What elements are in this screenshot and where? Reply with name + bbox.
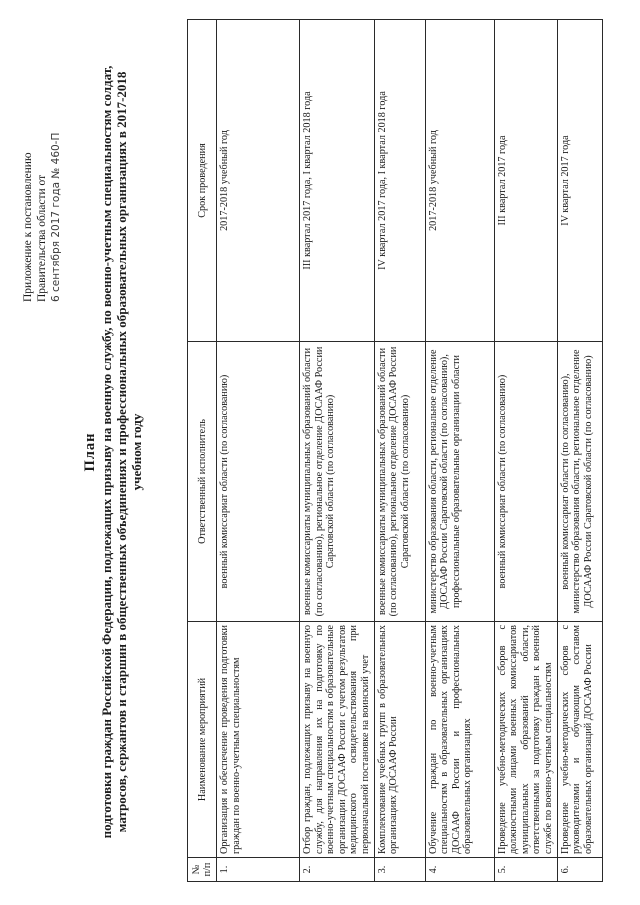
appendix-line-1: Приложение к постановлению <box>22 152 34 302</box>
row-term: IV квартал 2017 года, I квартал 2018 года <box>374 20 425 342</box>
row-name: Отбор граждан, подлежащих призыву на военную службу, для направления их на подготовку по военно-учетным специальностям в образовательные организации ДОСААФ России с учетом результатов медицинского освидетельствования при первоначальной постановке на воинский учет <box>300 622 375 858</box>
row-executor: военный комиссариат области (по согласованию) <box>217 342 300 622</box>
document-title: План <box>82 432 98 472</box>
rotated-document-page <box>15 12 625 892</box>
row-term: III квартал 2017 года <box>494 20 557 342</box>
header-executor: Ответственный исполнитель <box>188 342 217 622</box>
row-term: IV квартал 2017 года <box>557 20 602 342</box>
row-name: Обучение граждан по военно-учетным специальностям в образовательных организациях ДОСААФ России и профессиональных образовательных организациях <box>425 622 494 858</box>
document-subtitle: подготовки граждан Российской Федерации, подлежащих призыву на военную службу, по военно-учетным специальностям солдат, матросов, сержантов и старшин в общественных объединениях и профессиональных образовательных организациях в 2017-2018 учебном году <box>99 65 144 839</box>
row-num: 4. <box>425 858 494 882</box>
table-row <box>217 20 300 882</box>
row-num: 1. <box>217 858 300 882</box>
row-executor: военный комиссариат области (по согласованию), министерство образования области, региональное отделение ДОСААФ России Саратовской области (по согласованию) <box>557 342 602 622</box>
row-term: 2017-2018 учебный год <box>425 20 494 342</box>
row-executor: министерство образования области, региональное отделение ДОСААФ России Саратовской области (по согласованию), профессиональные образовательные организации области <box>425 342 494 622</box>
row-executor: военный комиссариат области (по согласованию) <box>494 342 557 622</box>
row-num: 2. <box>300 858 375 882</box>
row-executor: военные комиссариаты муниципальных образований области (по согласованию), региональное отделение ДОСААФ России Саратовской области (по согласованию) <box>300 342 375 622</box>
table-row <box>494 20 557 882</box>
appendix-block <box>21 22 63 302</box>
table-row <box>557 20 602 882</box>
document-heading <box>83 62 144 842</box>
row-term: 2017-2018 учебный год <box>217 20 300 342</box>
row-name: Организация и обеспечение проведения подготовки граждан по военно-учетным специальностям <box>217 622 300 858</box>
table-header-row <box>188 20 217 882</box>
appendix-line-2: Правительства области от <box>36 174 48 302</box>
row-name: Проведение учебно-методических сборов с должностными лицами военных комиссариатов муниципальных образований области, ответственными за подготовку граждан к военной службе по военно-учетным специальностям <box>494 622 557 858</box>
header-name: Наименование мероприятий <box>188 622 217 858</box>
row-term: III квартал 2017 года, I квартал 2018 года <box>300 20 375 342</box>
table-row <box>374 20 425 882</box>
row-name: Комплектование учебных групп в образовательных организациях ДОСААФ России <box>374 622 425 858</box>
row-num: 5. <box>494 858 557 882</box>
table-row <box>300 20 375 882</box>
row-name: Проведение учебно-методических сборов с руководителями и обучающим составом образовательных организаций ДОСААФ России <box>557 622 602 858</box>
appendix-line-3: 6 сентября 2017 года № 460-П <box>50 132 62 302</box>
row-executor: военные комиссариаты муниципальных образований области (по согласованию), региональное отделение ДОСААФ России Саратовской области (по согласованию) <box>374 342 425 622</box>
table-row <box>425 20 494 882</box>
header-term: Срок проведения <box>188 20 217 342</box>
plan-table <box>187 19 603 882</box>
header-num: № п/п <box>188 858 217 882</box>
row-num: 6. <box>557 858 602 882</box>
row-num: 3. <box>374 858 425 882</box>
